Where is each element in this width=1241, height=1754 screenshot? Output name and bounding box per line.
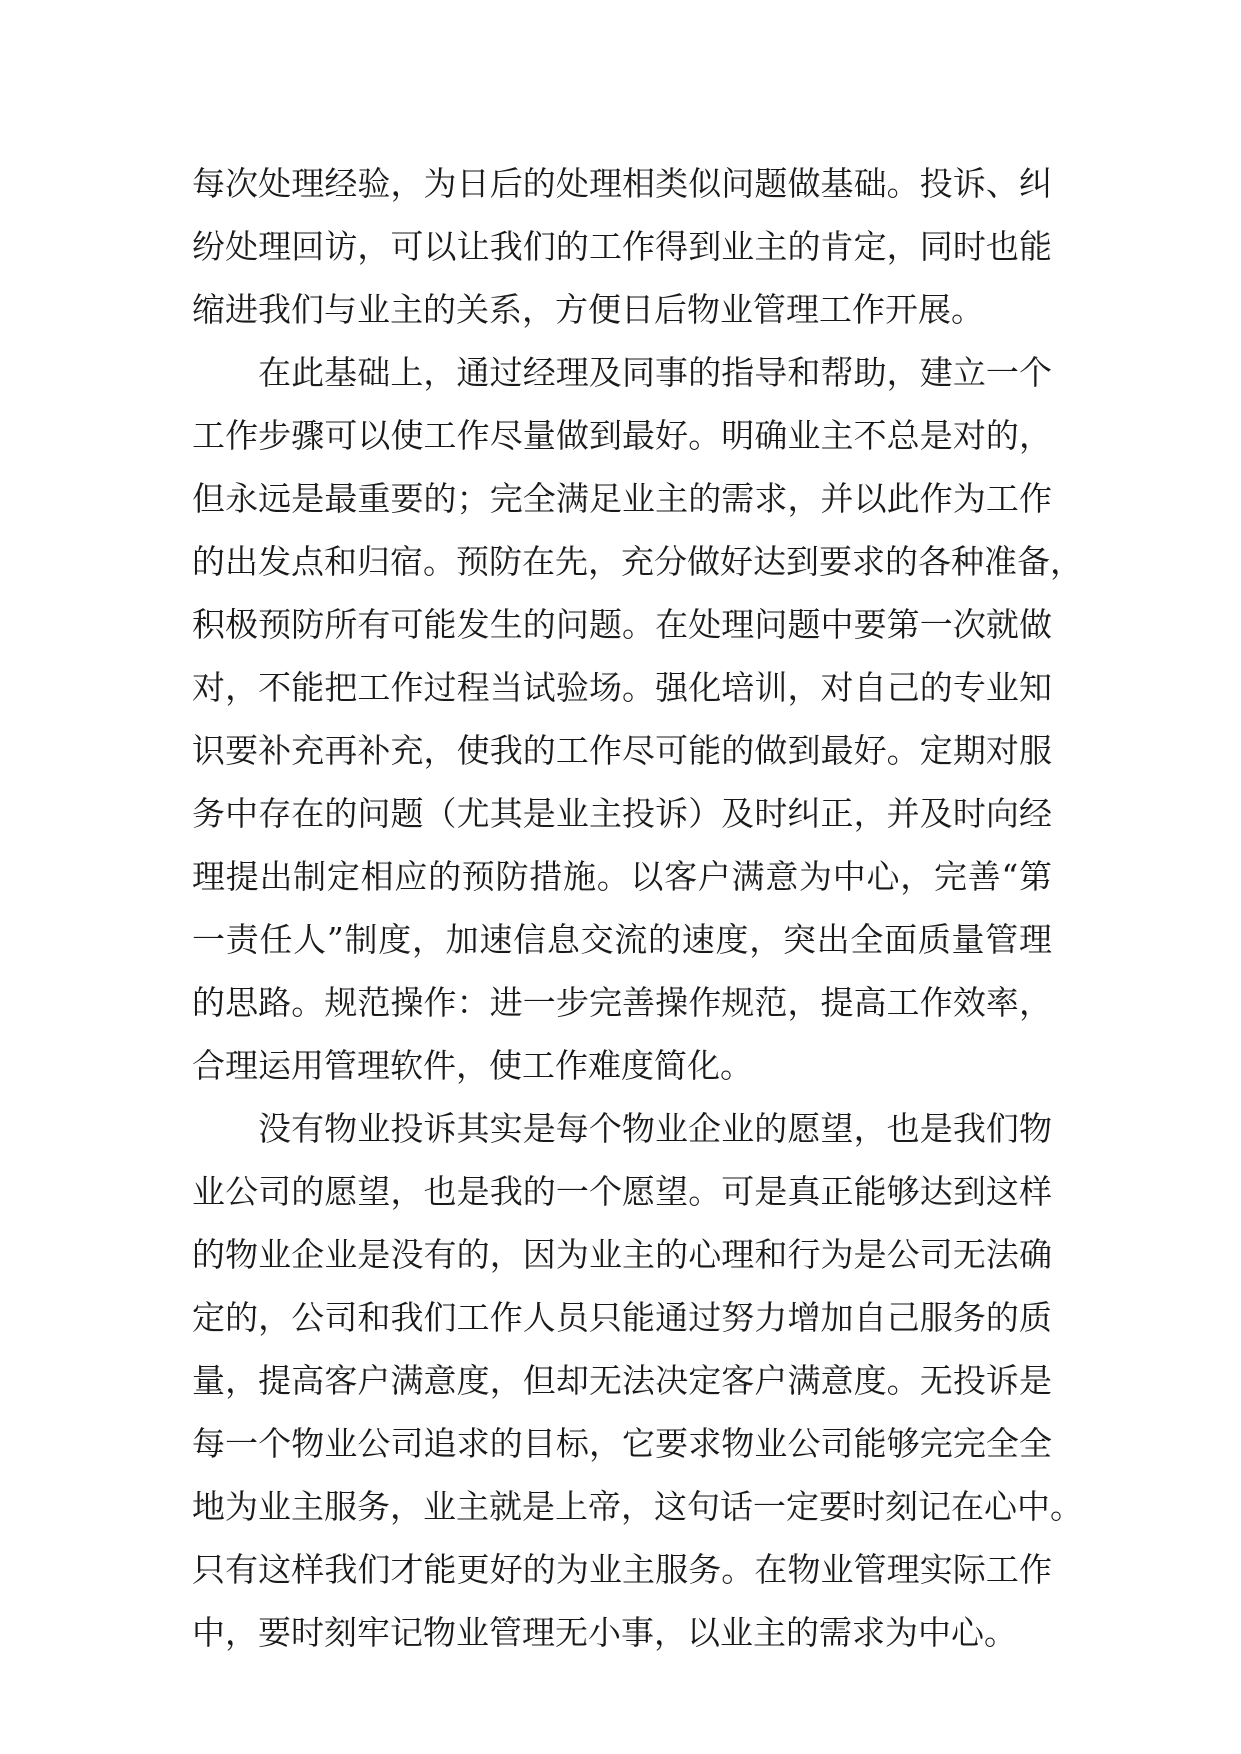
text-line: 定的，公司和我们工作人员只能通过努力增加自己服务的质 xyxy=(192,1298,1052,1337)
text-line: 合理运用管理软件，使工作难度简化。 xyxy=(192,1046,753,1085)
text-line: 的物业企业是没有的，因为业主的心理和行为是公司无法确 xyxy=(192,1235,1052,1274)
text-line: 理提出制定相应的预防措施。以客户满意为中心，完善“第 xyxy=(192,857,1052,896)
text-line: 纷处理回访，可以让我们的工作得到业主的肯定，同时也能 xyxy=(192,227,1052,266)
text-line: 务中存在的问题（尤其是业主投诉）及时纠正，并及时向经 xyxy=(192,794,1052,833)
text-line: 但永远是最重要的；完全满足业主的需求，并以此作为工作 xyxy=(192,479,1052,518)
text-line: 工作步骤可以使工作尽量做到最好。明确业主不总是对的， xyxy=(192,416,1052,455)
text-line: 一责任人”制度，加速信息交流的速度，突出全面质量管理 xyxy=(192,920,1052,959)
text-line: 的思路。规范操作：进一步完善操作规范，提高工作效率， xyxy=(192,983,1052,1022)
text-line: 地为业主服务，业主就是上帝，这句话一定要时刻记在心中。 xyxy=(192,1487,1083,1526)
text-line: 中，要时刻牢记物业管理无小事，以业主的需求为中心。 xyxy=(192,1613,1017,1652)
text-line: 积极预防所有可能发生的问题。在处理问题中要第一次就做 xyxy=(192,605,1052,644)
text-line: 每次处理经验，为日后的处理相类似问题做基础。投诉、纠 xyxy=(192,164,1052,203)
text-line: 每一个物业公司追求的目标，它要求物业公司能够完完全全 xyxy=(192,1424,1052,1463)
text-line: 缩进我们与业主的关系，方便日后物业管理工作开展。 xyxy=(192,290,984,329)
text-line: 对，不能把工作过程当试验场。强化培训，对自己的专业知 xyxy=(192,668,1052,707)
text-line: 的出发点和归宿。预防在先，充分做好达到要求的各种准备， xyxy=(192,542,1083,581)
text-line: 量，提高客户满意度，但却无法决定客户满意度。无投诉是 xyxy=(192,1361,1052,1400)
text-line: 在此基础上，通过经理及同事的指导和帮助，建立一个 xyxy=(258,353,1052,392)
text-line: 没有物业投诉其实是每个物业企业的愿望，也是我们物 xyxy=(258,1109,1052,1148)
text-line: 业公司的愿望，也是我的一个愿望。可是真正能够达到这样 xyxy=(192,1172,1052,1211)
text-line: 识要补充再补充，使我的工作尽可能的做到最好。定期对服 xyxy=(192,731,1052,770)
text-line: 只有这样我们才能更好的为业主服务。在物业管理实际工作 xyxy=(192,1550,1052,1589)
